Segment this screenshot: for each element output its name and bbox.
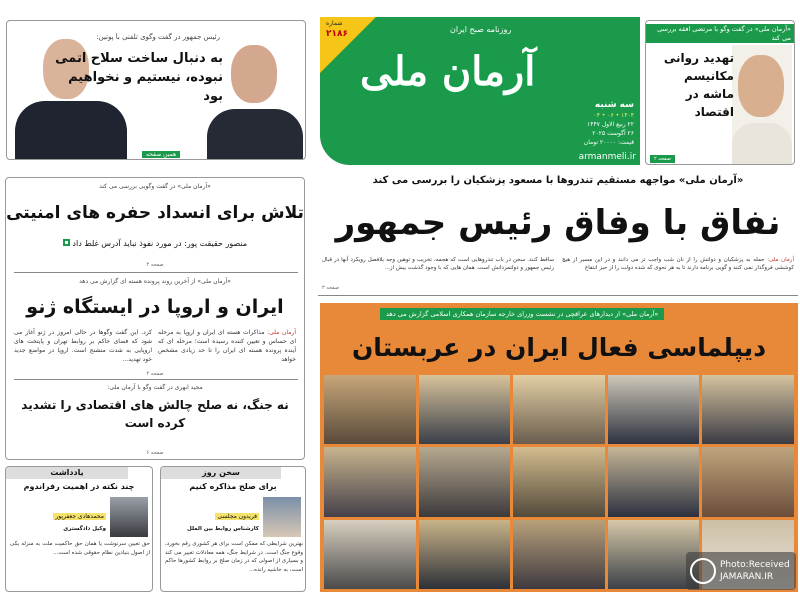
date-shamsi: ۱۴۰۴ • ۰۶ • ۰۴ bbox=[593, 112, 634, 119]
feature-story[interactable] bbox=[320, 303, 798, 592]
author-name: فریدون مجلسی bbox=[217, 513, 257, 520]
page-ref: همین صفحه bbox=[142, 151, 180, 158]
author-photo bbox=[110, 497, 148, 537]
headline: تهدید روانی مکانیسم ماشه در اقتصاد bbox=[663, 51, 734, 119]
photo bbox=[513, 520, 605, 589]
column-title: برای صلح مذاکره کنیم bbox=[189, 482, 277, 491]
body-text: حمله به پزشکیان و دولتش را از نان شب واجب تر می دانند و در این مسیر از هیچ کوششی فروگذار نمی کنند و گویی برنامه دارند تا به هر نحوی که شده دولت را از حیز انتفاع bbox=[562, 257, 794, 271]
photo bbox=[324, 447, 416, 516]
lead-body-right bbox=[562, 256, 794, 272]
page-ref: صفحه ۴ bbox=[146, 262, 164, 268]
kicker: «آرمان ملی» از دیدارهای عراقچی در نشست وزرای خارجه سازمان همکاری اسلامی گزارش می دهد bbox=[380, 308, 664, 320]
date-gregorian: ۲۶ آگوست ۲۰۲۵ bbox=[592, 130, 634, 137]
jamaran-logo-icon bbox=[690, 558, 716, 584]
photo bbox=[702, 375, 794, 444]
page-ref: صفحه ۳ bbox=[322, 285, 339, 291]
afghah-photo bbox=[732, 45, 792, 165]
photo bbox=[608, 375, 700, 444]
photo bbox=[324, 520, 416, 589]
body-text-left: کرد. این گفت وگوها در حالی امروز در ژنو آغاز می شود که فضای حاکم بر روابط تهران و پایتخت های اروپایی به شدت متشنج است. اروپا در مواضع جدید خود تهدید... bbox=[14, 329, 152, 363]
photo bbox=[513, 375, 605, 444]
author-photo bbox=[263, 497, 301, 537]
website-link[interactable]: armanmeli.ir bbox=[578, 152, 636, 162]
kicker: «آرمان ملی» از آخرین روند پرونده هسته ای گزارش می دهد bbox=[79, 278, 231, 285]
headline: نه جنگ، نه صلح چالش های اقتصادی را تشدید کرده است bbox=[21, 398, 289, 430]
kicker: «آرمان ملی» در گفت وگویی بررسی می کند bbox=[99, 183, 211, 190]
headline: نفاق با وفاق رئیس جمهور bbox=[335, 203, 781, 243]
masthead bbox=[320, 17, 640, 165]
author-name: محمدهادی جعفرپور bbox=[55, 513, 104, 520]
page-ref: صفحه ۴ bbox=[146, 371, 164, 377]
headline: تلاش برای انسداد حفره های امنیتی bbox=[6, 203, 304, 223]
author-role: کارشناس روابط بین الملل bbox=[187, 526, 259, 532]
section-label: سخن روز bbox=[161, 467, 281, 479]
column-sokhan-rooz[interactable] bbox=[160, 466, 306, 592]
page-ref: صفحه ۲ bbox=[650, 155, 675, 163]
photo bbox=[702, 447, 794, 516]
kicker: «آرمان ملی» در گفت وگو با مرتضی افقه بررسی می کند bbox=[646, 24, 794, 43]
watermark bbox=[686, 552, 796, 590]
lead-body-left: ساقط کنند. سخن در باب تندروهایی است که هجمه، تخریب و توهین وجه بلافصل رویکرد آنها در قبال رئیس جمهور و دولتمردانش است. همان هایی که با وجود گذشت بیش از... bbox=[322, 257, 554, 271]
photo bbox=[419, 520, 511, 589]
lead-story[interactable] bbox=[318, 172, 798, 300]
column-title: چند نکته در اهمیت رفراندوم bbox=[23, 482, 135, 491]
top-left-story[interactable] bbox=[6, 20, 306, 160]
column-yaddasht[interactable] bbox=[5, 466, 153, 592]
subtitle: روزنامه صبح ایران bbox=[450, 25, 512, 34]
watermark-line-1: Photo:Received bbox=[720, 560, 790, 570]
photo bbox=[608, 447, 700, 516]
photo bbox=[513, 447, 605, 516]
headline: ایران و اروپا در ایستگاه ژنو bbox=[26, 296, 284, 318]
headline-line-2: نبوده، نیستیم و نخواهیم بود bbox=[68, 70, 223, 104]
date-hijri: ۲۲ ربیع الاول ۱۴۴۷ bbox=[587, 121, 634, 128]
column-body: بهترین شرایطی که ممکن است برای هر کشوری رقم بخورد، وقوع جنگ است. در شرایط جنگ، همه معادلات تغییر می کند و بسیاری از اصولی که در زمان صلح بر روابط کشورها حاکم است، به حاشیه رانده... bbox=[165, 541, 303, 573]
photo bbox=[419, 447, 511, 516]
author-role: وکیل دادگستری bbox=[63, 526, 106, 532]
newspaper-logo: آرمان ملی bbox=[360, 48, 536, 95]
headline-line-1: به دنبال ساخت سلاح اتمی bbox=[55, 51, 223, 66]
issue-number: ۲۱۸۶ bbox=[326, 29, 348, 39]
photo bbox=[324, 375, 416, 444]
issue-label: شماره bbox=[326, 20, 343, 27]
headline: دیپلماسی فعال ایران در عربستان bbox=[351, 333, 767, 362]
source: آرمان ملی: bbox=[767, 257, 794, 263]
source: آرمان ملی: bbox=[267, 329, 296, 336]
section-label: یادداشت bbox=[6, 467, 128, 479]
kicker: «آرمان ملی» مواجهه مستقیم تندروها با مسعود پزشکیان را بررسی می کند bbox=[372, 175, 744, 186]
bullet-square-icon bbox=[63, 239, 70, 246]
price: قیمت: ۲۰۰۰۰ تومان bbox=[583, 139, 634, 146]
left-column bbox=[5, 177, 305, 460]
top-right-story[interactable] bbox=[645, 20, 795, 165]
subline: منصور حقیقت پور: در مورد نفوذ نباید آدرس غلط داد bbox=[72, 239, 248, 248]
column-body: حق تعیین سرنوشت یا همان حق حاکمیت ملت به منزله یکی از اصول بنیادین نظام حقوقی شده است... bbox=[10, 541, 150, 556]
weekday: سه شنبه bbox=[594, 100, 634, 110]
watermark-line-2: JAMARAN.IR bbox=[720, 572, 774, 582]
body-text: مذاکرات هسته ای ایران و اروپا به مرحله ای حساس و تعیین کننده رسیده است؛ مرحله ای که آینده پرونده هسته ای ایران را تا حد زیادی مشخص خواهد bbox=[158, 329, 296, 363]
headline bbox=[48, 49, 223, 106]
page-ref: صفحه ۶ bbox=[146, 450, 164, 456]
kicker: مجید ابهری در گفت وگو با آرمان ملی: bbox=[107, 384, 203, 391]
kicker: رئیس جمهور در گفت وگوی تلفنی با پوتین: bbox=[96, 33, 220, 41]
photo bbox=[419, 375, 511, 444]
